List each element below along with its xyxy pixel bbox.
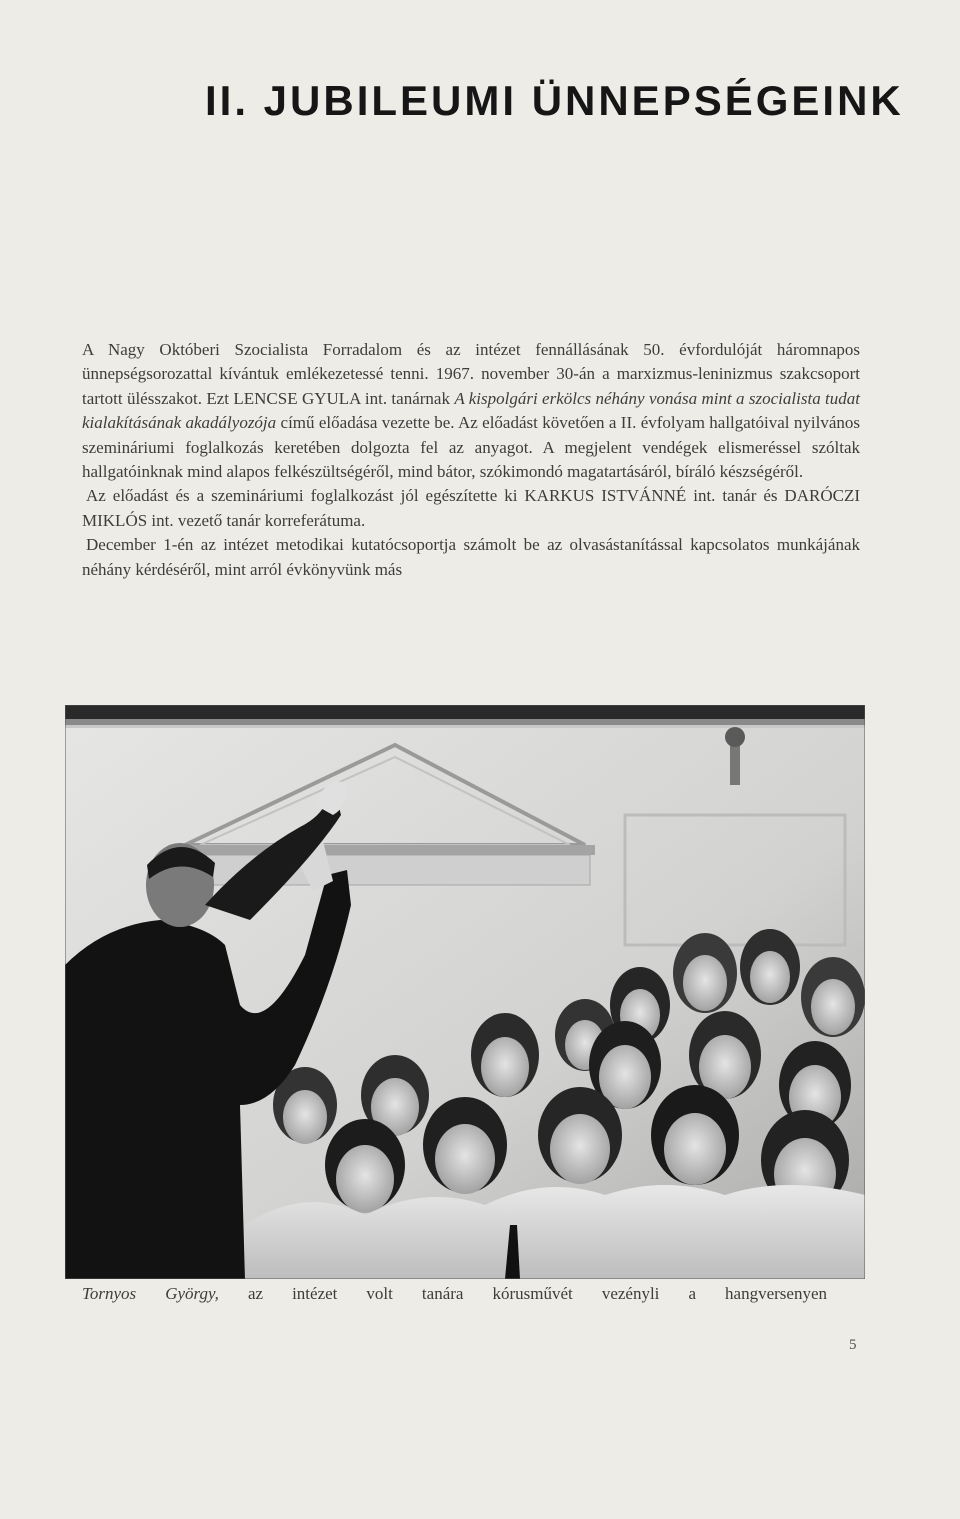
photo-caption — [82, 1284, 827, 1304]
photo-illustration — [65, 705, 865, 1279]
lecture-title: A kispolgári erkölcs néhány vonása mint a szocialista tudat kialakításának akadályozója — [82, 388, 860, 433]
paragraph-1-end: című előadása vezette be. Az előadást követően a II. évfolyam hallgatóival nyilvános szemináriumi foglalkozás keretében dolgozta fel az anyagot. A megjelent vendégek elismeréssel szóltak hallgatóinknak mind alapos felkészültségéről, mind bátor, szókimondó magatartásáról, bíráló készségéről. — [82, 413, 860, 482]
caption-text: az intézet volt tanára kórusművét vezényli a hangversenyen — [218, 1284, 827, 1303]
paragraph-1 — [82, 338, 860, 484]
chapter-heading: II. JUBILEUMI ÜNNEPSÉGEINK — [205, 77, 904, 124]
caption-name: Tornyos György, — [82, 1284, 219, 1303]
choir-conductor-photo — [65, 705, 865, 1279]
page-number: 5 — [849, 1337, 857, 1353]
article-text — [82, 338, 860, 582]
paragraph-1-start: A Nagy Októberi Szocialista Forradalom és az intézet fennállásának 50. évfordulóját háromnapos ünnepségsorozattal kívántuk emlékezetessé tenni. 1967. november 30-án a marxizmus-leninizmus szakcsoport tartott ülésszakot. Ezt LENCSE GYULA int. tanárnak — [82, 340, 860, 408]
paragraph-3: December 1-én az intézet metodikai kutatócsoportja számolt be az olvasástanítással kapcsolatos munkájának néhány kérdéséről, mint arról évkönyvünk más — [82, 535, 860, 579]
paragraph-2: Az előadást és a szemináriumi foglalkozást jól egészítette ki KARKUS ISTVÁNNÉ int. tanár és DARÓCZI MIKLÓS int. vezető tanár korreferátuma. — [82, 486, 860, 530]
